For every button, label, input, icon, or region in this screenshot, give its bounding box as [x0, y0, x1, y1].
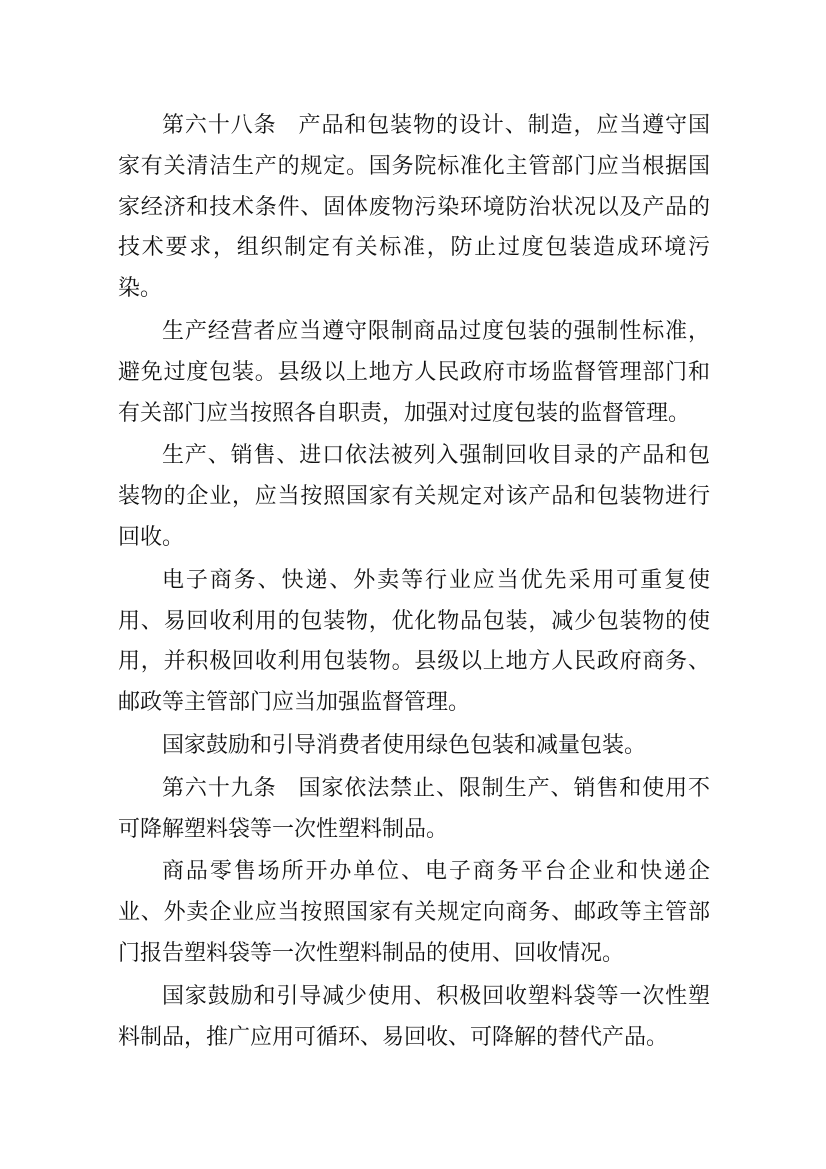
paragraph: [118, 436, 710, 558]
paragraph: [118, 312, 710, 434]
paragraph: [118, 852, 710, 974]
paragraph: [118, 726, 710, 767]
paragraph-text: 电子商务、快递、外卖等行业应当优先采用可重复使用、易回收利用的包装物，优化物品包装，减少包装物的使用，并积极回收利用包装物。县级以上地方人民政府商务、邮政等主管部门应当加强监督管理。: [118, 567, 710, 716]
paragraph-text: 生产、销售、进口依法被列入强制回收目录的产品和包装物的企业，应当按照国家有关规定对该产品和包装物进行回收。: [118, 443, 710, 550]
paragraph-article-68: [118, 106, 710, 310]
paragraph-article-69: [118, 769, 710, 851]
paragraph-text: 国家依法禁止、限制生产、销售和使用不可降解塑料袋等一次性塑料制品。: [118, 775, 710, 842]
paragraph-text: 国家鼓励和引导减少使用、积极回收塑料袋等一次性塑料制品，推广应用可循环、易回收、可降解的替代产品。: [118, 983, 710, 1050]
paragraph: [118, 561, 710, 724]
paragraph-text: 商品零售场所开办单位、电子商务平台企业和快递企业、外卖企业应当按照国家有关规定向商务、邮政等主管部门报告塑料袋等一次性塑料制品的使用、回收情况。: [118, 859, 710, 966]
article-number: 第六十八条: [162, 113, 277, 138]
paragraph-text: 产品和包装物的设计、制造，应当遵守国家有关清洁生产的规定。国务院标准化主管部门应当根据国家经济和技术条件、固体废物污染环境防治状况以及产品的技术要求，组织制定有关标准，防止过度包装造成环境污染。: [118, 113, 710, 302]
article-number: 第六十九条: [162, 775, 277, 801]
document-body: [118, 106, 710, 1060]
paragraph: [118, 977, 710, 1059]
paragraph-text: 生产经营者应当遵守限制商品过度包装的强制性标准，避免过度包装。县级以上地方人民政府市场监督管理部门和有关部门应当按照各自职责，加强对过度包装的监督管理。: [118, 318, 710, 426]
paragraph-text: 国家鼓励和引导消费者使用绿色包装和减量包装。: [162, 732, 647, 758]
